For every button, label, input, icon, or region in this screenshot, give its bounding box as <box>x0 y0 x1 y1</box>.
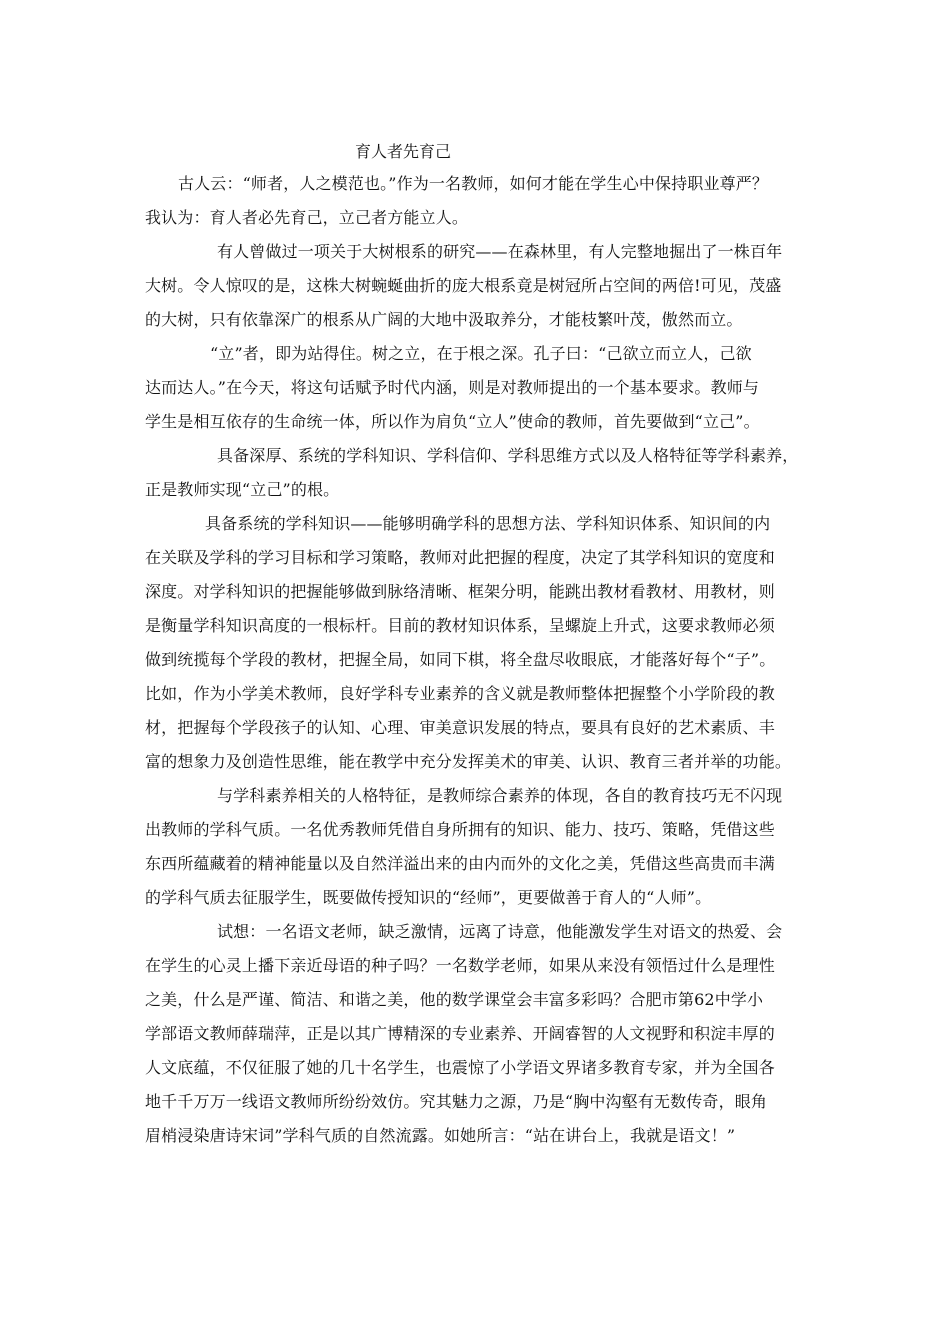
text-line: 大树。令人惊叹的是，这株大树蜿蜒曲折的庞大根系竟是树冠所占空间的两倍!可见，茂盛 <box>145 276 782 295</box>
text-line: 是衡量学科知识高度的一根标杆。目前的教材知识体系，呈螺旋上升式，这要求教师必须 <box>145 616 775 635</box>
text-line: 深度。对学科知识的把握能够做到脉络清晰、框架分明，能跳出教材看教材、用教材，则 <box>145 582 775 601</box>
text-line: 试想：一名语文老师，缺乏激情，远离了诗意，他能激发学生对语文的热爱、会 <box>217 922 783 941</box>
text-line: 出教师的学科气质。一名优秀教师凭借自身所拥有的知识、能力、技巧、策略，凭借这些 <box>145 820 775 839</box>
text-line: 正是教师实现“立己”的根。 <box>145 480 340 499</box>
text-line: 我认为：育人者必先育己，立己者方能立人。 <box>145 208 469 227</box>
text-line: 东西所蕴藏着的精神能量以及自然洋溢出来的由内而外的文化之美，凭借这些高贵而丰满 <box>145 854 775 873</box>
text-line: 具备深厚、系统的学科知识、学科信仰、学科思维方式以及人格特征等学科素养， <box>217 446 799 465</box>
text-line: 眉梢浸染唐诗宋词”学科气质的自然流露。如她所言：“站在讲台上，我就是语文！” <box>145 1126 736 1145</box>
text-line: 的大树，只有依靠深广的根系从广阔的大地中汲取养分，才能枝繁叶茂，傲然而立。 <box>145 310 743 329</box>
text-line: 地千千万万一线语文教师所纷纷效仿。究其魅力之源，乃是“胸中沟壑有无数传奇，眼角 <box>145 1092 768 1111</box>
text-line: 具备系统的学科知识——能够明确学科的思想方法、学科知识体系、知识间的内 <box>205 514 771 533</box>
text-line: 富的想象力及创造性思维，能在教学中充分发挥美术的审美、认识、教育三者并举的功能。 <box>145 752 792 771</box>
text-line: 与学科素养相关的人格特征，是教师综合素养的体现，各自的教育技巧无不闪现 <box>217 786 783 805</box>
text-line: 的学科气质去征服学生，既要做传授知识的“经师”，更要做善于育人的“人师”。 <box>145 888 712 907</box>
text-line: 古人云：“师者，人之模范也。”作为一名教师，如何才能在学生心中保持职业尊严？ <box>178 174 769 193</box>
text-line: 人文底蕴，不仅征服了她的几十名学生，也震惊了小学语文界诸多教育专家，并为全国各 <box>145 1058 775 1077</box>
text-line: 在学生的心灵上播下亲近母语的种子吗？一名数学老师，如果从来没有领悟过什么是理性 <box>145 956 775 975</box>
text-line: 做到统揽每个学段的教材，把握全局，如同下棋，将全盘尽收眼底，才能落好每个“子”。 <box>145 650 776 669</box>
text-line: 学生是相互依存的生命统一体，所以作为肩负“立人”使命的教师，首先要做到“立己”。 <box>145 412 760 431</box>
document-title: 育人者先育己 <box>355 142 452 161</box>
text-line: 比如，作为小学美术教师，良好学科专业素养的含义就是教师整体把握整个小学阶段的教 <box>145 684 775 703</box>
text-line: 在关联及学科的学习目标和学习策略，教师对此把握的程度，决定了其学科知识的宽度和 <box>145 548 775 567</box>
text-line: 材，把握每个学段孩子的认知、心理、审美意识发展的特点，要具有良好的艺术素质、丰 <box>145 718 775 737</box>
text-line: 有人曾做过一项关于大树根系的研究——在森林里，有人完整地掘出了一株百年 <box>217 242 783 261</box>
text-line: 学部语文教师薛瑞萍，正是以其广博精深的专业素养、开阔睿智的人文视野和积淀丰厚的 <box>145 1024 775 1043</box>
text-line: 达而达人。”在今天，将这句话赋予时代内涵，则是对教师提出的一个基本要求。教师与 <box>145 378 760 397</box>
text-line: “立”者，即为站得住。树之立，在于根之深。孔子曰：“己欲立而立人，己欲 <box>210 344 752 363</box>
text-line: 之美，什么是严谨、简洁、和谐之美，他的数学课堂会丰富多彩吗？合肥市第62中学小 <box>145 990 764 1009</box>
